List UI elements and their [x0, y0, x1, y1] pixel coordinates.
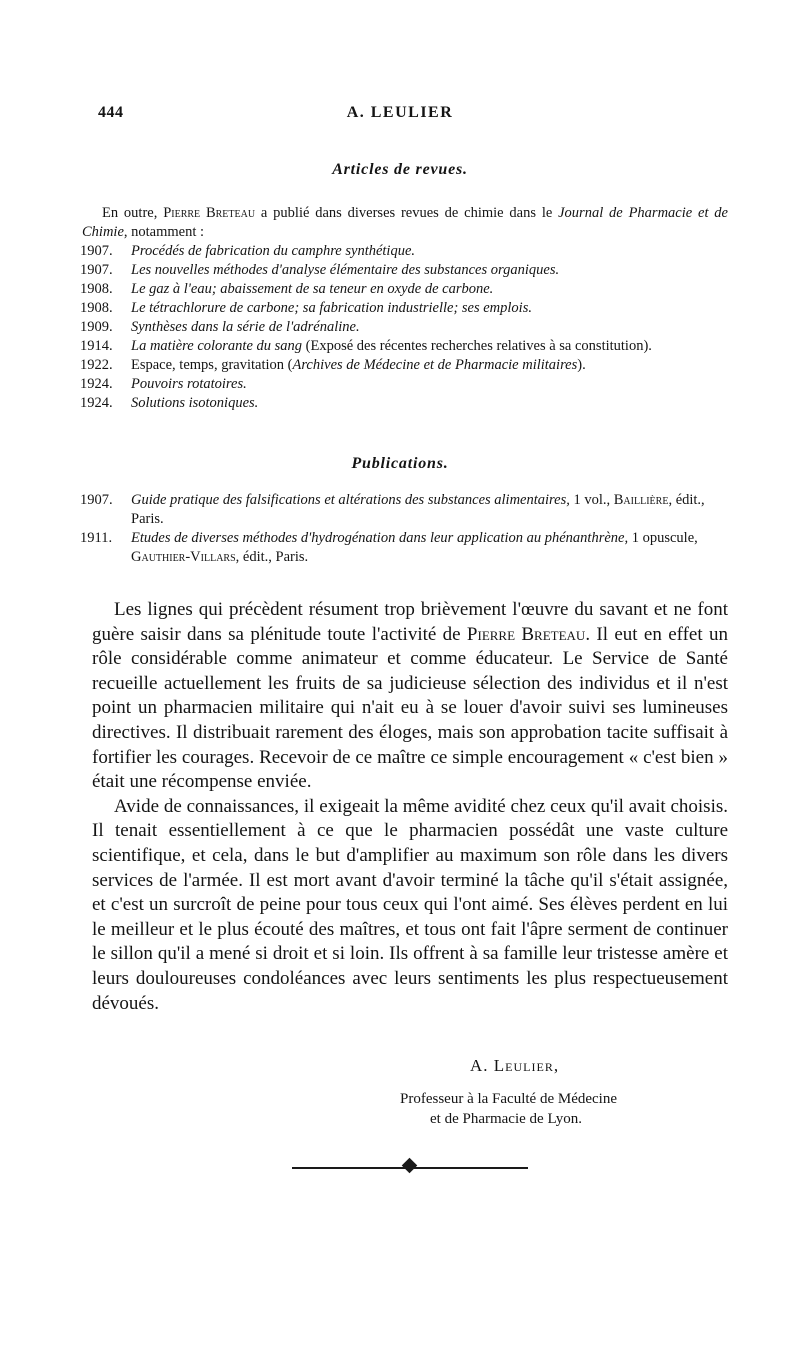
publications-heading: Publications. [351, 455, 449, 472]
list-item: 1922. Espace, temps, gravitation (Archives de Médecine et de Pharmacie militaires). [80, 357, 586, 373]
paragraph: Les lignes qui précèdent résument trop brièvement l'œuvre du savant et ne font guère saisir dans sa plénitude toute l'activité de Pierre Breteau. Il eut en effet un rôle considérable comme animateur et comme éducateur. Le Service de Santé recueille actuellement les fruits de sa judicieuse sélection des individus et il n'est point un pharmacien militaire qui n'ait eu à se louer d'avoir suivi ses lumineuses directives. Il distribuait rarement des éloges, mais son approbation tacite suffisait à fortifier les courages. Recevoir de ce maître ce simple encouragement « c'est bien » était une récompense enviée. [92, 599, 728, 793]
paragraph: Avide de connaissances, il exigeait la même avidité chez ceux qu'il avait choisis. Il tenait essentiellement à ce que le pharmacien possédât une vaste culture scientifique, et cela, dans le but d'amplifier au maximum son rôle dans les divers services de l'armée. Il est mort avant d'avoir terminé la tâche qu'il s'était assignée, et c'est un surcroît de peine pour tous ceux qui l'ont aimé. Ses élèves perdent en lui le meilleur et le plus écouté des maîtres, et tous ont fait l'âpre serment de continuer le sillon qu'il a mené si droit et si loin. Ils offrent à sa famille leur tristesse amère et leurs douloureuses condoléances avec leurs sentiments les plus respectueusement dévoués. [92, 795, 728, 1014]
list-item: 1907. Guide pratique des falsifications et altérations des substances alimentaires, 1 vol., Baillière, édit., Paris. [80, 492, 705, 527]
list-item: 1924. Pouvoirs rotatoires. [80, 376, 247, 392]
running-head: A. LEULIER [346, 104, 454, 121]
list-item: 1911. Etudes de diverses méthodes d'hydrogénation dans leur application au phénanthrène, 1 opuscule, Gauthier-Villars, édit., Paris. [80, 530, 698, 565]
author-name: Pierre Breteau [163, 205, 256, 221]
list-item: 1907. Procédés de fabrication du camphre synthétique. [80, 243, 416, 259]
diamond-ornament-icon [402, 1158, 418, 1174]
articles-intro: En outre, Pierre Breteau a publié dans diverses revues de chimie dans le Journal de Pharmacie et de Chimie, notamment : [82, 205, 728, 240]
signature-name: A. Leulier, [470, 1056, 560, 1075]
body-text [92, 598, 728, 1016]
list-item: 1924. Solutions isotoniques. [80, 395, 259, 411]
list-item: 1908. Le gaz à l'eau; abaissement de sa teneur en oxyde de carbone. [80, 281, 494, 297]
articles-heading: Articles de revues. [332, 161, 468, 178]
journal-name: Journal de Pharmacie et de Chimie [82, 205, 728, 240]
publications-list [80, 491, 730, 567]
page-number: 444 [98, 104, 124, 121]
author-name: Pierre Breteau [466, 623, 586, 645]
signature-title: Professeur à la Faculté de Médecine et de Pharmacie de Lyon. [400, 1091, 617, 1127]
list-item: 1908. Le tétrachlorure de carbone; sa fabrication industrielle; ses emplois. [80, 300, 532, 316]
list-item: 1914. La matière colorante du sang (Exposé des récentes recherches relatives à sa constitution). [80, 338, 652, 354]
articles-list [80, 242, 730, 413]
list-item: 1907. Les nouvelles méthodes d'analyse élémentaire des substances organiques. [80, 262, 560, 278]
list-item: 1909. Synthèses dans la série de l'adrénaline. [80, 319, 360, 335]
